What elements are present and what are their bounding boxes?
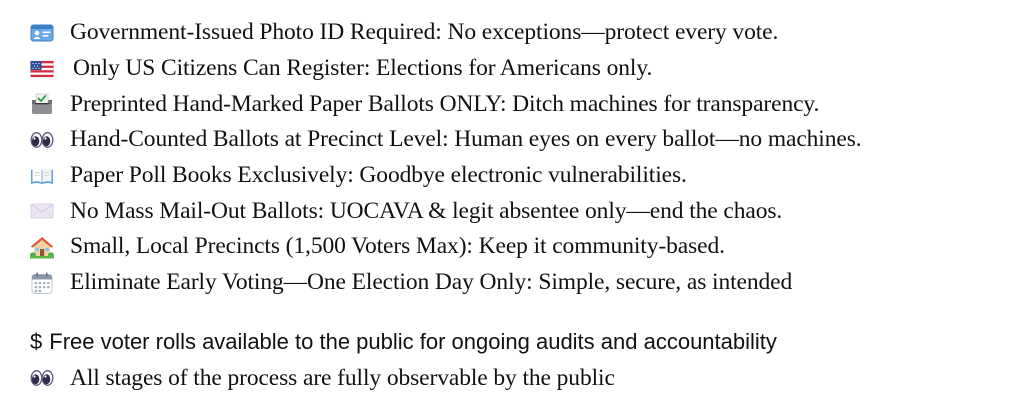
us-flag-icon	[30, 57, 54, 81]
ballot-box-icon	[30, 92, 54, 116]
calendar-icon	[30, 271, 54, 295]
house-with-garden-icon	[30, 235, 54, 259]
dollar-sign-icon: $	[30, 329, 43, 355]
envelope-icon	[30, 199, 54, 223]
list-item	[30, 158, 1010, 194]
open-book-icon	[30, 164, 54, 188]
id-card-icon	[30, 21, 54, 45]
spacer	[30, 301, 1010, 325]
list-item-text: Small, Local Precincts (1,500 Voters Max): Keep it community-based.	[70, 233, 725, 260]
eyes-icon	[30, 366, 54, 390]
list-item-text: Eliminate Early Voting—One Election Day Only: Simple, secure, as intended	[70, 269, 793, 296]
list-item-text: No Mass Mail-Out Ballots: UOCAVA & legit absentee only—end the chaos.	[70, 197, 783, 224]
list-item	[30, 51, 1010, 87]
list-item	[30, 265, 1010, 301]
list-item	[30, 86, 1010, 122]
list-item	[30, 122, 1010, 158]
list-item	[30, 193, 1010, 229]
eyes-icon	[30, 128, 54, 152]
list-item-text: Only US Citizens Can Register: Elections for Americans only.	[73, 55, 653, 82]
document	[30, 15, 1010, 396]
list-item-text: Hand-Counted Ballots at Precinct Level: Human eyes on every ballot—no machines.	[70, 126, 862, 153]
list-item	[30, 15, 1010, 51]
list-item	[30, 360, 1010, 396]
list-item-text: Paper Poll Books Exclusively: Goodbye electronic vulnerabilities.	[70, 162, 687, 189]
list-item-text: Free voter rolls available to the public for ongoing audits and accountability	[49, 329, 777, 355]
list-item-text: Preprinted Hand-Marked Paper Ballots ONLY: Ditch machines for transparency.	[70, 90, 820, 117]
list-item	[30, 325, 1010, 361]
list-item-text: All stages of the process are fully observable by the public	[70, 364, 615, 391]
list-item	[30, 229, 1010, 265]
list-item-text: Government-Issued Photo ID Required: No exceptions—protect every vote.	[70, 19, 779, 46]
